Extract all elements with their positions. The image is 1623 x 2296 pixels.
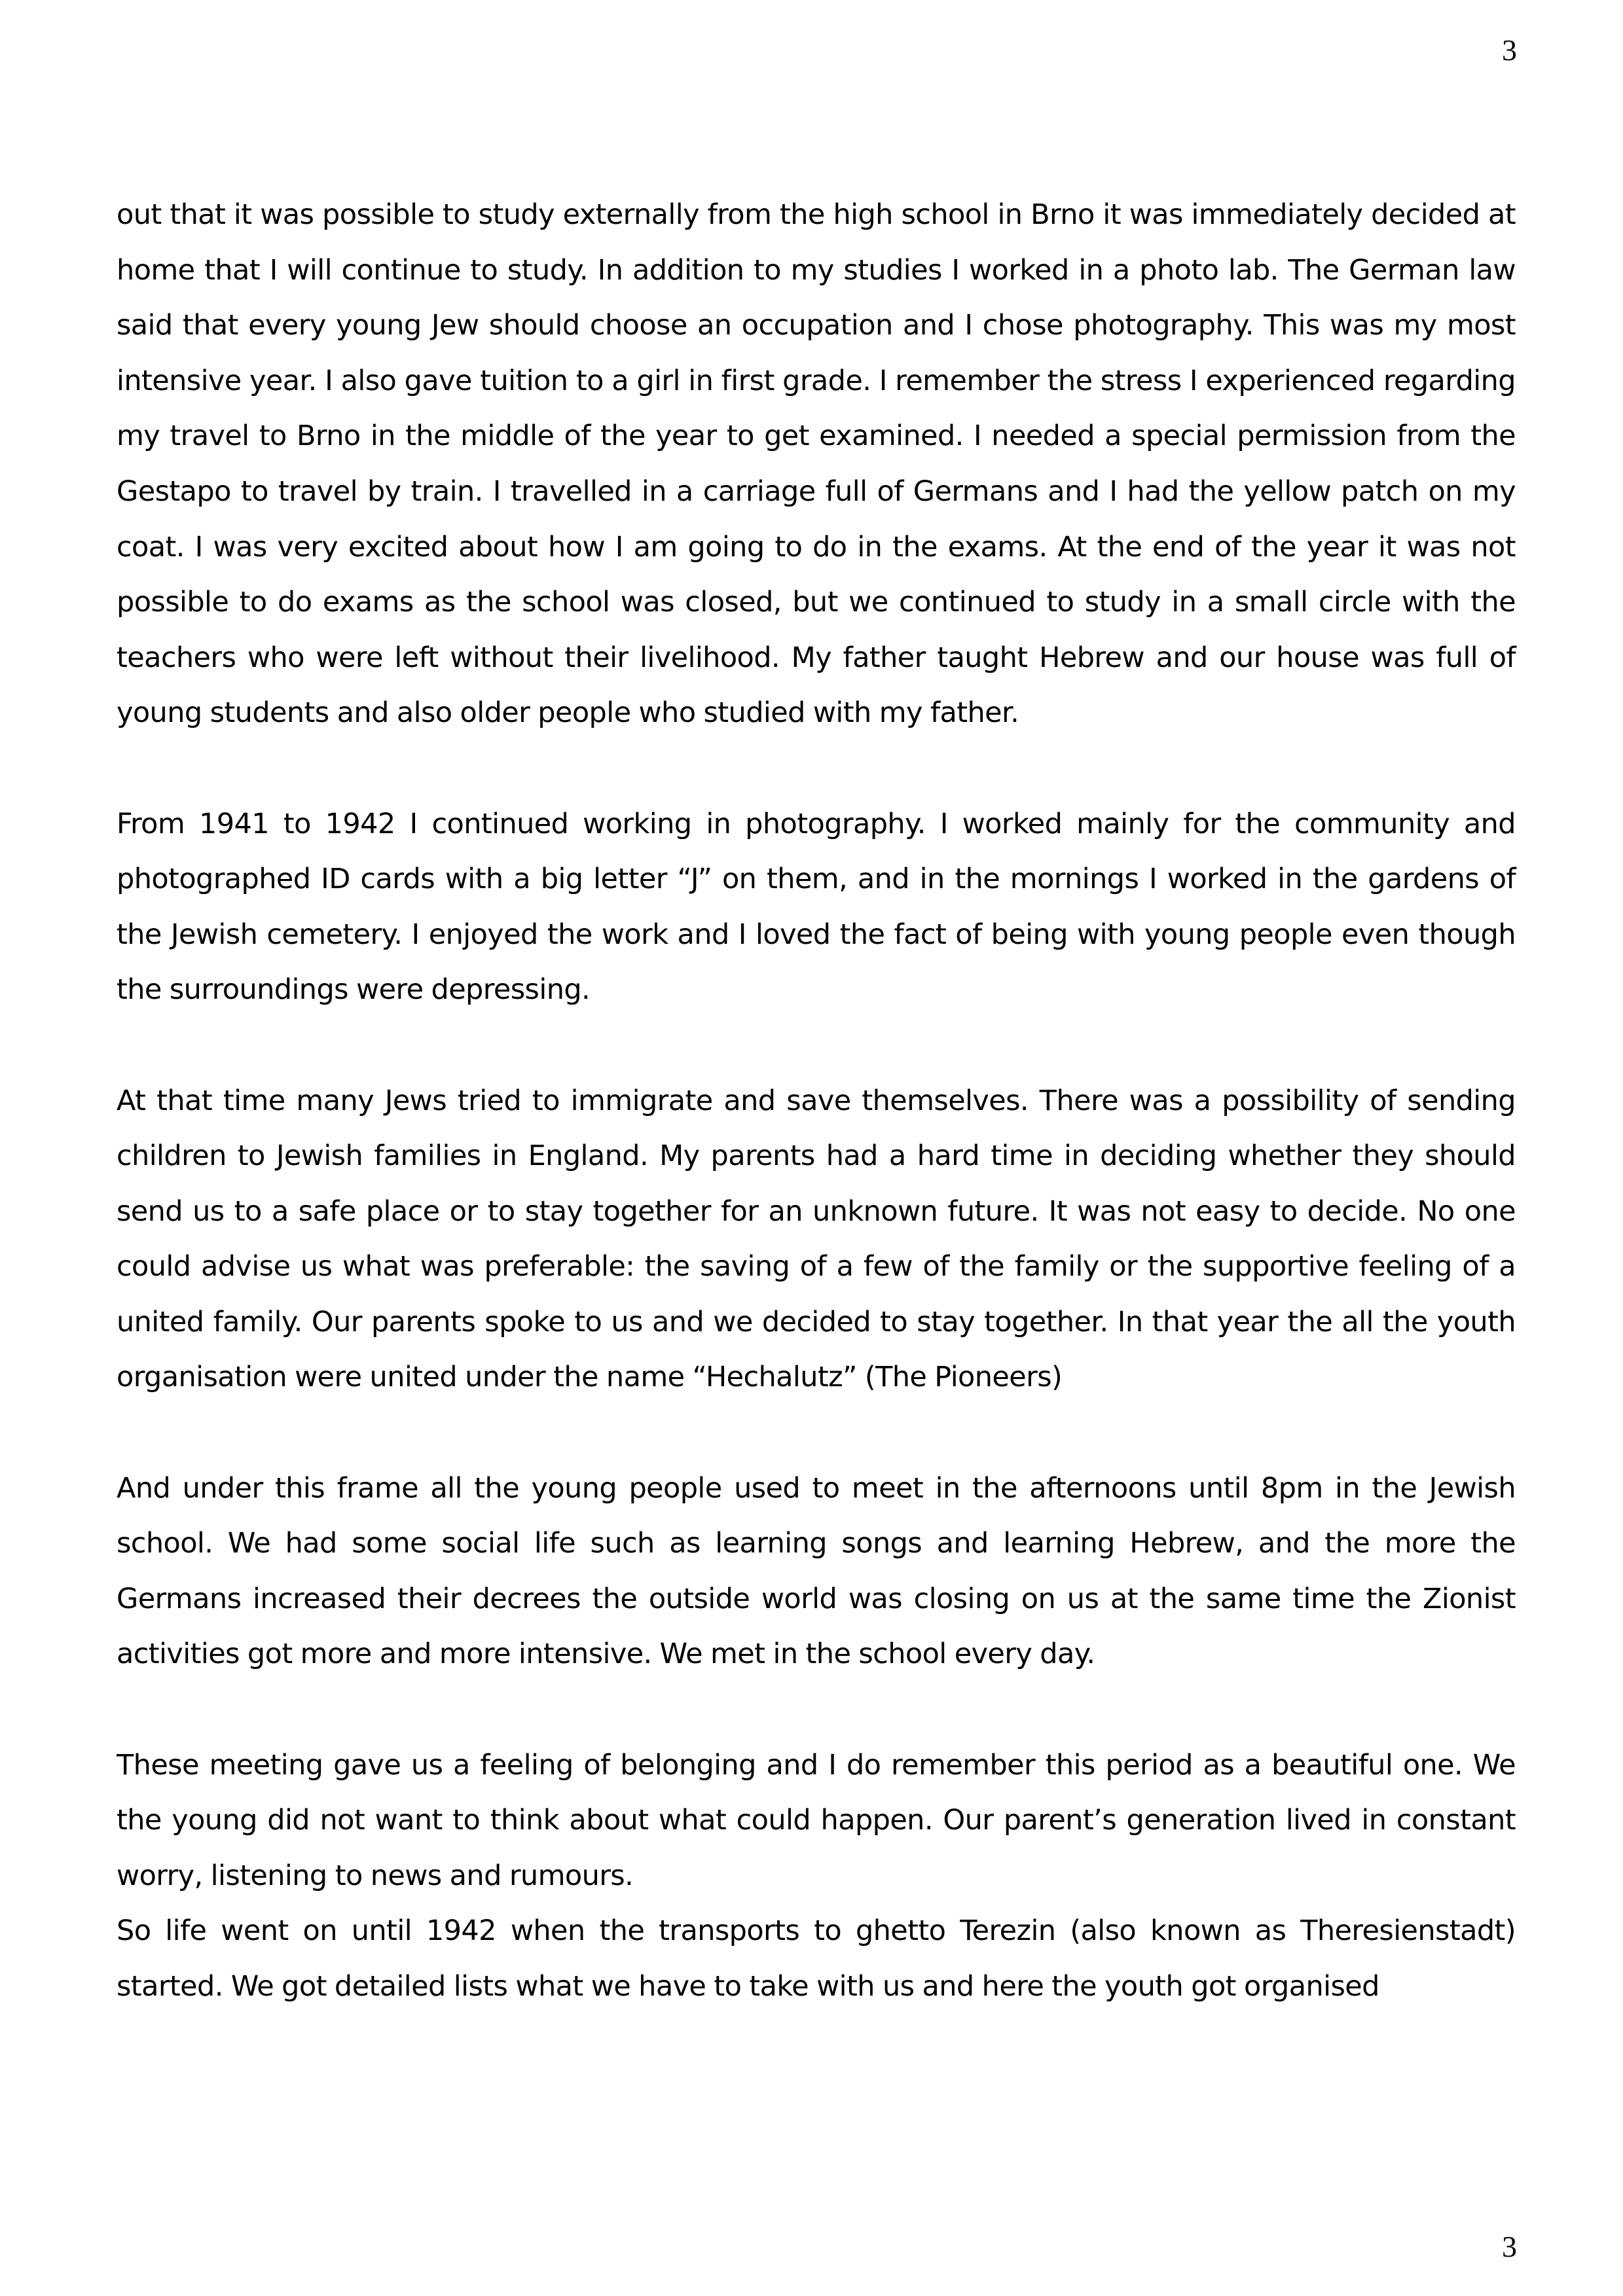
page-number-top: 3: [1502, 33, 1517, 67]
page-number-bottom: 3: [1502, 2230, 1517, 2263]
paragraph: From 1941 to 1942 I continued working in photography. I worked mainly for the community and photographed ID cards with a big letter “J” on them, and in the mornings I worked in the gardens of the Jewish cemetery. I enjoyed the work and I loved the fact of being with young people even though the surroundings were depressing.: [117, 807, 1516, 1007]
paragraph: These meeting gave us a feeling of belonging and I do remember this period as a beautiful one. We the young did not want to think about what could happen. Our parent’s generation lived in constant worry, listening to news and rumours.: [117, 1748, 1516, 1892]
paragraph: At that time many Jews tried to immigrate and save themselves. There was a possibility of sending children to Jewish families in England. My parents had a hard time in deciding whether they should send us to a safe place or to stay together for an unknown future. It was not easy to decide. No one could advise us what was preferable: the saving of a few of the family or the supportive feeling of a united family. Our parents spoke to us and we decided to stay together. In that year the all the youth organisation were united under the name “Hechalutz” (The Pioneers): [117, 1084, 1516, 1394]
paragraph: out that it was possible to study externally from the high school in Brno it was immediately decided at home that I will continue to study. In addition to my studies I worked in a photo lab. The German law said that every young Jew should choose an occupation and I chose photography. This was my most intensive year. I also gave tuition to a girl in first grade. I remember the stress I experienced regarding my travel to Brno in the middle of the year to get examined. I needed a special permission from the Gestapo to travel by train. I travelled in a carriage full of Germans and I had the yellow patch on my coat. I was very excited about how I am going to do in the exams. At the end of the year it was not possible to do exams as the school was closed, but we continued to study in a small circle with the teachers who were left without their livelihood. My father taught Hebrew and our house was full of young students and also older people who studied with my father.: [117, 198, 1516, 730]
document-body: [117, 187, 1516, 2015]
paragraph: So life went on until 1942 when the transports to ghetto Terezin (also known as Theresienstadt) started. We got detailed lists what we have to take with us and here the youth got organised: [117, 1914, 1516, 2003]
paragraph: And under this frame all the young people used to meet in the afternoons until 8pm in the Jewish school. We had some social life such as learning songs and learning Hebrew, and the more the Germans increased their decrees the outside world was closing on us at the same time the Zionist activities got more and more intensive. We met in the school every day.: [117, 1471, 1516, 1671]
